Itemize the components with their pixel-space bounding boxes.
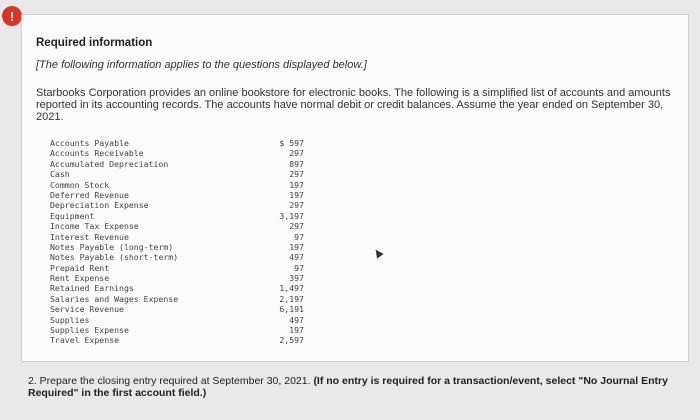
account-name: Rent Expense <box>50 273 110 284</box>
account-name: Service Revenue <box>50 304 124 315</box>
account-name: Prepaid Rent <box>50 262 110 273</box>
account-amount: 397 <box>289 273 304 284</box>
accounts-table <box>50 138 304 346</box>
account-name: Depreciation Expense <box>50 200 149 211</box>
account-amount: 197 <box>289 241 304 252</box>
account-amount: 1,497 <box>279 283 304 294</box>
account-amount: 2,197 <box>279 293 304 304</box>
account-name: Travel Expense <box>50 335 120 346</box>
account-name: Cash <box>50 169 70 180</box>
account-name: Retained Earnings <box>50 283 134 294</box>
required-information-title: Required information <box>36 37 153 49</box>
account-row <box>50 325 304 335</box>
problem-description: Starbooks Corporation provides an online bookstore for electronic books. The following is a simplified list of accounts and amounts reported in its accounting records. The accounts have normal debit or credit balances. Assume the year ended on September 30, 2021. <box>36 87 671 123</box>
account-name: Supplies <box>50 314 90 325</box>
account-row <box>50 148 304 158</box>
account-amount: 197 <box>289 189 304 200</box>
account-amount: 3,197 <box>279 210 304 221</box>
information-panel <box>21 14 689 362</box>
account-name: Notes Payable (short-term) <box>50 252 179 263</box>
account-amount: 297 <box>289 148 304 159</box>
account-amount: 197 <box>289 179 304 190</box>
account-row <box>50 273 304 283</box>
account-row <box>50 232 304 242</box>
account-row <box>50 263 304 273</box>
question-text: 2. Prepare the closing entry required at September 30, 2021. <box>28 375 311 387</box>
account-row <box>50 138 304 148</box>
mouse-cursor-icon <box>372 247 383 258</box>
account-amount: 897 <box>289 158 304 169</box>
account-row <box>50 242 304 252</box>
account-row <box>50 211 304 221</box>
account-name: Accounts Receivable <box>50 148 144 159</box>
account-amount: 97 <box>294 231 304 242</box>
account-amount: 97 <box>294 262 304 273</box>
account-amount: 297 <box>289 200 304 211</box>
account-row <box>50 335 304 345</box>
account-name: Interest Revenue <box>50 231 129 242</box>
account-name: Supplies Expense <box>50 325 129 336</box>
account-row <box>50 221 304 231</box>
account-row <box>50 180 304 190</box>
question-instruction: (If no entry is required for a transaction/event, select "No Journal Entry Required" in the first account field.) <box>28 375 668 399</box>
account-name: Salaries and Wages Expense <box>50 293 179 304</box>
account-name: Notes Payable (long-term) <box>50 241 174 252</box>
account-amount: 497 <box>289 252 304 263</box>
account-row <box>50 294 304 304</box>
account-row <box>50 252 304 262</box>
alert-icon: ! <box>2 6 22 26</box>
account-amount: 297 <box>289 221 304 232</box>
account-name: Equipment <box>50 210 95 221</box>
account-amount: 2,597 <box>279 335 304 346</box>
account-row <box>50 283 304 293</box>
account-row <box>50 200 304 210</box>
account-name: Accumulated Depreciation <box>50 158 169 169</box>
account-name: Income Tax Expense <box>50 221 139 232</box>
account-name: Common Stock <box>50 179 110 190</box>
account-amount: $ 597 <box>279 138 304 148</box>
account-name: Accounts Payable <box>50 138 129 148</box>
account-amount: 6,191 <box>279 304 304 315</box>
question-2 <box>28 375 678 399</box>
account-row <box>50 315 304 325</box>
account-amount: 497 <box>289 314 304 325</box>
account-name: Deferred Revenue <box>50 189 129 200</box>
account-row <box>50 304 304 314</box>
account-amount: 297 <box>289 169 304 180</box>
account-row <box>50 169 304 179</box>
account-row <box>50 190 304 200</box>
instruction-note: [The following information applies to the questions displayed below.] <box>36 59 367 71</box>
account-amount: 197 <box>289 325 304 336</box>
account-row <box>50 159 304 169</box>
